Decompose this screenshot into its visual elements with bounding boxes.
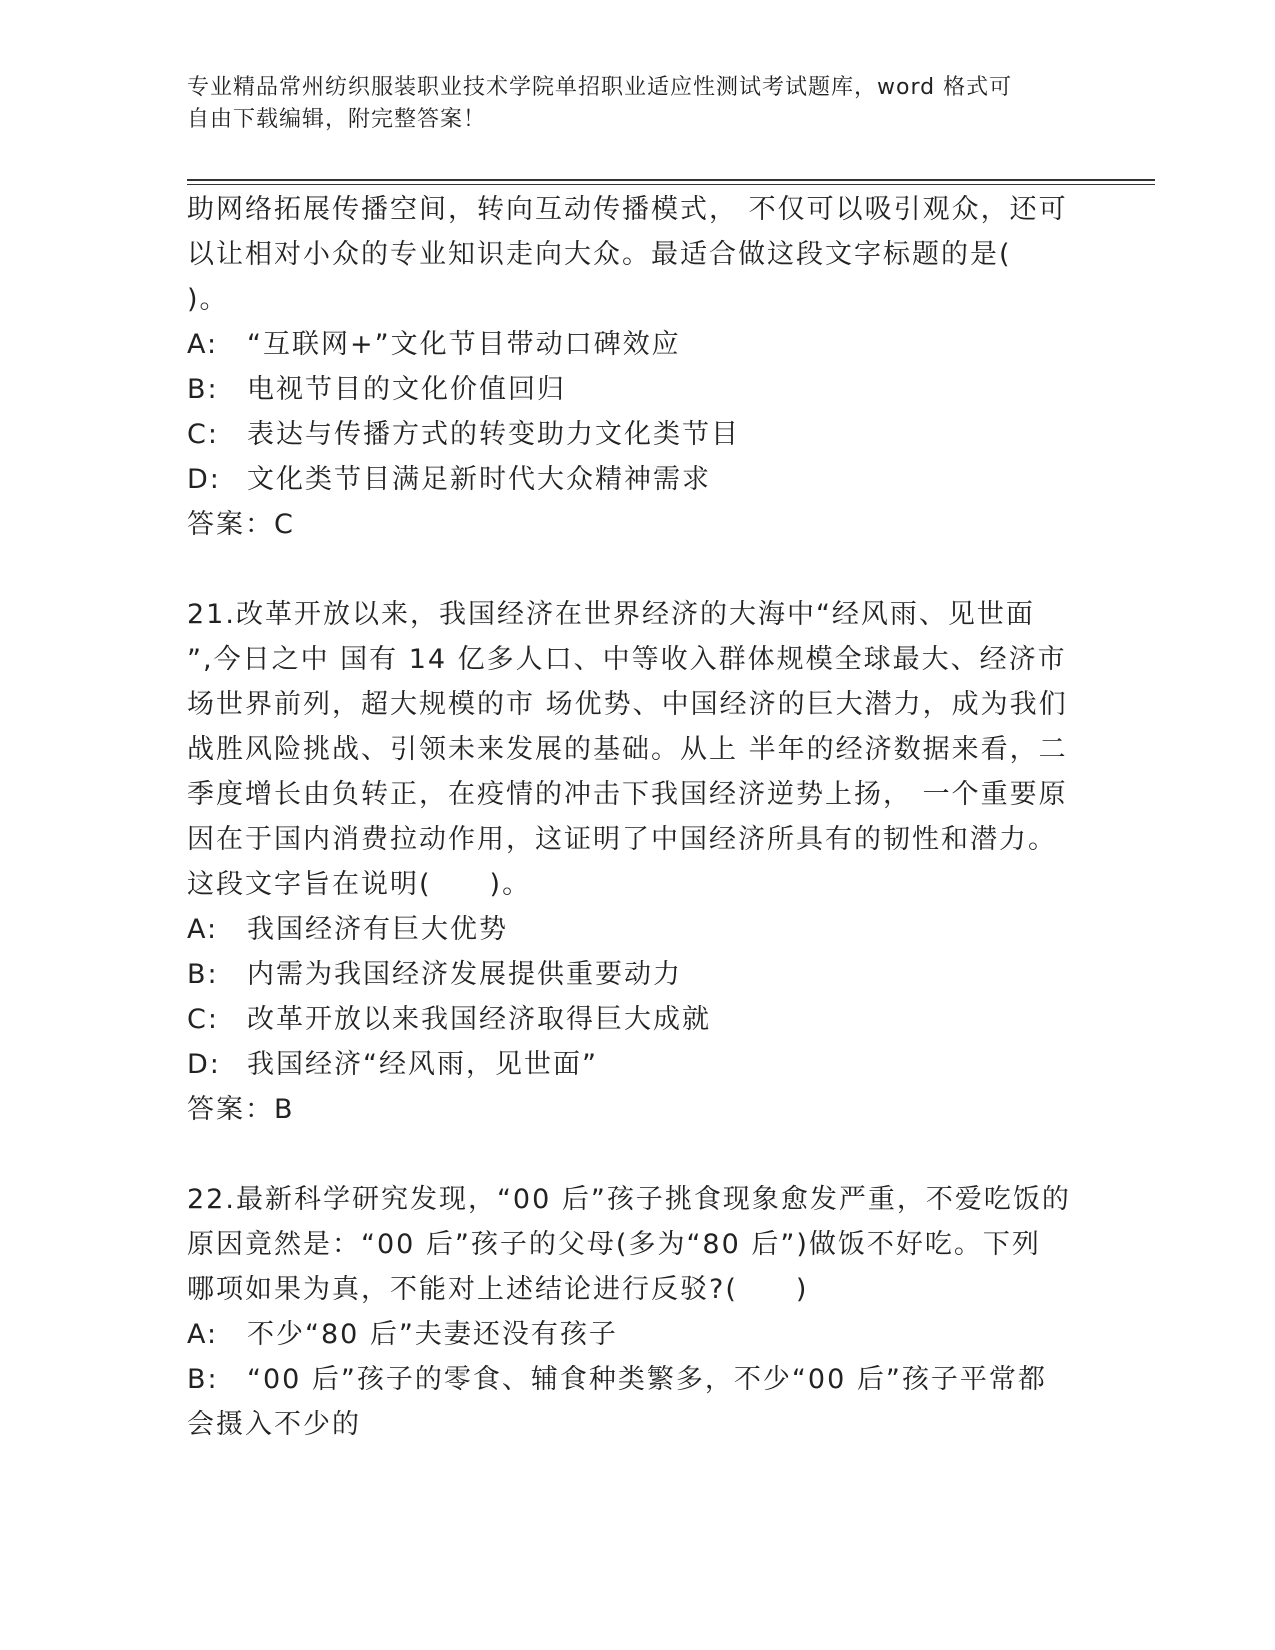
option-a <box>187 907 1087 952</box>
question-stem-line: 战胜风险挑战、引领未来发展的基础。从上 半年的经济数据来看，二 <box>187 734 1068 765</box>
question-stem-line: ”,今日之中 国有 14 亿多人口、中等收入群体规模全球最大、经济市 <box>187 644 1067 675</box>
question-stem-line: )。 <box>187 284 229 315</box>
question-stem-line: 21.改革开放以来，我国经济在世界经济的大海中“经风雨、见世面 <box>187 599 1035 630</box>
option-b <box>187 367 1087 412</box>
option-label: C: <box>187 1004 219 1035</box>
option-text: 我国经济有巨大优势 <box>247 914 508 945</box>
document-header <box>187 72 1067 136</box>
option-d <box>187 457 1087 502</box>
option-b <box>187 952 1087 997</box>
answer-line: 答案：C <box>187 509 295 540</box>
question-21 <box>187 592 1087 1132</box>
option-text: 不少“80 后”夫妻还没有孩子 <box>247 1319 618 1350</box>
question-stem-line: 场世界前列，超大规模的市 场优势、中国经济的巨大潜力，成为我们 <box>187 689 1068 720</box>
header-divider-thin <box>187 184 1155 185</box>
question-stem-line: 这段文字旨在说明( )。 <box>187 869 532 900</box>
option-label: B: <box>187 1364 219 1395</box>
option-label: A: <box>187 914 219 945</box>
option-c <box>187 997 1087 1042</box>
answer-line: 答案：B <box>187 1094 295 1125</box>
option-label: A: <box>187 1319 219 1350</box>
option-label: B: <box>187 959 219 990</box>
spacer <box>187 547 1087 592</box>
option-label: D: <box>187 464 221 495</box>
question-stem-line: 因在于国内消费拉动作用，这证明了中国经济所具有的韧性和潜力。 <box>187 824 1057 855</box>
question-stem-line: 22.最新科学研究发现，“00 后”孩子挑食现象愈发严重，不爱吃饭的 <box>187 1184 1071 1215</box>
question-stem-line: 助网络拓展传播空间，转向互动传播模式， 不仅可以吸引观众，还可 <box>187 194 1068 225</box>
question-stem-line: 原因竟然是：“00 后”孩子的父母(多为“80 后”)做饭不好吃。下列 <box>187 1229 1041 1260</box>
document-body <box>187 187 1087 1447</box>
question-22 <box>187 1177 1087 1447</box>
option-text: 内需为我国经济发展提供重要动力 <box>247 959 682 990</box>
question-stem-line: 季度增长由负转正，在疫情的冲击下我国经济逆势上扬， 一个重要原 <box>187 779 1068 810</box>
option-text: 表达与传播方式的转变助力文化类节目 <box>247 419 740 450</box>
option-label: D: <box>187 1049 221 1080</box>
option-b <box>187 1357 1087 1402</box>
header-line-2: 自由下载编辑，附完整答案！ <box>187 107 487 132</box>
option-text: 我国经济“经风雨，见世面” <box>247 1049 598 1080</box>
option-continuation: 会摄入不少的 <box>187 1409 361 1440</box>
option-c <box>187 412 1087 457</box>
option-label: C: <box>187 419 219 450</box>
option-text: “互联网+”文化节目带动口碑效应 <box>247 329 681 360</box>
header-line-1: 专业精品常州纺织服装职业技术学院单招职业适应性测试考试题库，word 格式可 <box>187 75 1013 100</box>
option-label: B: <box>187 374 219 405</box>
header-divider-thick <box>187 179 1155 181</box>
option-text: 文化类节目满足新时代大众精神需求 <box>247 464 711 495</box>
option-text: 电视节目的文化价值回归 <box>247 374 566 405</box>
option-text: “00 后”孩子的零食、辅食种类繁多，不少“00 后”孩子平常都 <box>247 1364 1047 1395</box>
option-a <box>187 322 1087 367</box>
question-stem-line: 哪项如果为真，不能对上述结论进行反驳?( ) <box>187 1274 809 1305</box>
option-d <box>187 1042 1087 1087</box>
option-a <box>187 1312 1087 1357</box>
question-20 <box>187 187 1087 547</box>
spacer <box>187 1132 1087 1177</box>
option-label: A: <box>187 329 219 360</box>
option-text: 改革开放以来我国经济取得巨大成就 <box>247 1004 711 1035</box>
question-stem-line: 以让相对小众的专业知识走向大众。最适合做这段文字标题的是( <box>187 239 1012 270</box>
